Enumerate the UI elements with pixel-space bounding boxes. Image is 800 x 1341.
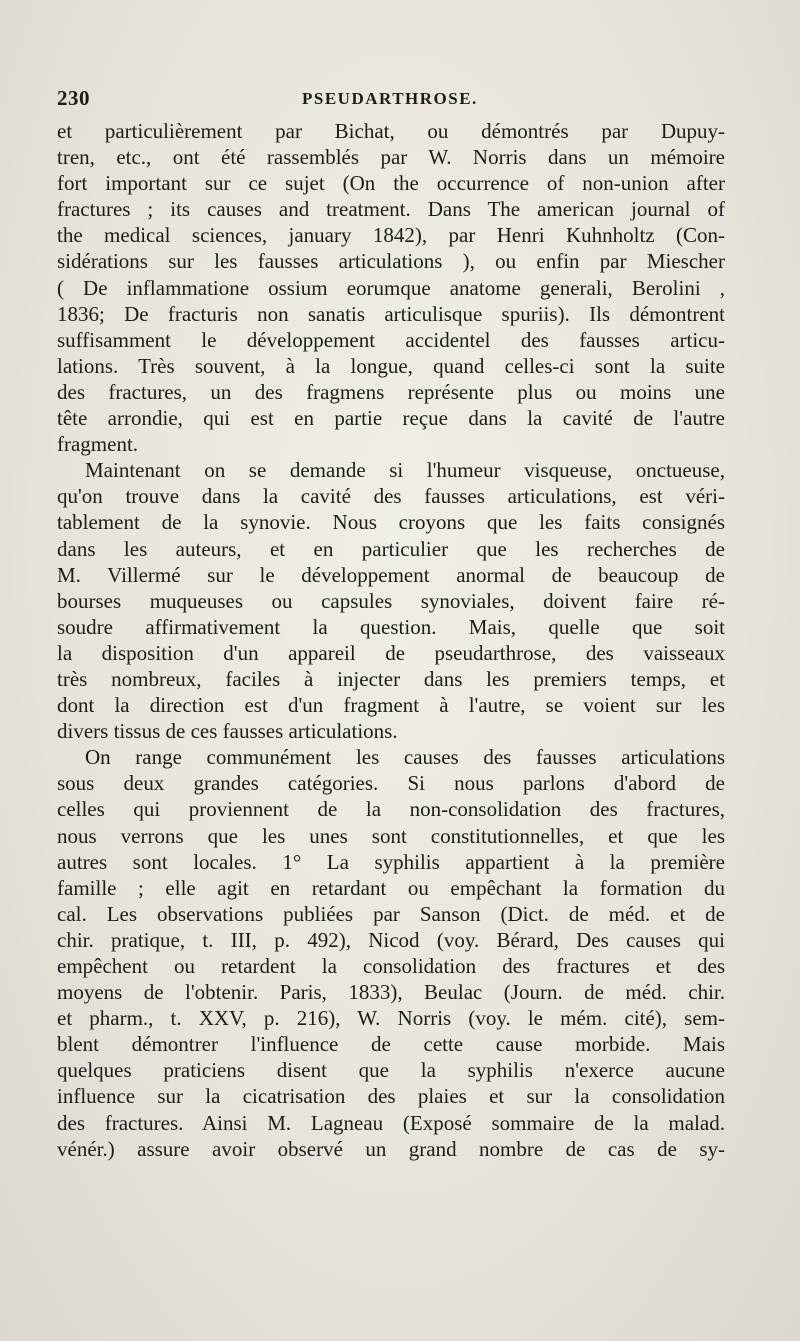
text-line: vénér.) assure avoir observé un grand nombre de cas de sy- bbox=[57, 1136, 725, 1161]
running-title: PSEUDARTHROSE. bbox=[302, 89, 478, 108]
text-line: Maintenant on se demande si l'humeur visqueuse, onctueuse, bbox=[85, 458, 725, 483]
running-head bbox=[57, 86, 725, 116]
text-line: soudre affirmativement la question. Mais, quelle que soit bbox=[57, 614, 725, 639]
text-line: des fractures, un des fragmens représente plus ou moins une bbox=[57, 379, 725, 404]
text-line: On range communément les causes des fausses articulations bbox=[85, 745, 725, 770]
text-line: divers tissus de ces fausses articulations. bbox=[57, 719, 398, 744]
text-line: qu'on trouve dans la cavité des fausses articulations, est véri- bbox=[57, 484, 725, 509]
text-line: tablement de la synovie. Nous croyons que les faits consignés bbox=[57, 510, 725, 535]
text-line: celles qui proviennent de la non-consolidation des fractures, bbox=[57, 797, 725, 822]
text-line: bourses muqueuses ou capsules synoviales, doivent faire ré- bbox=[57, 588, 725, 613]
text-line: the medical sciences, january 1842), par Henri Kuhnholtz (Con- bbox=[57, 223, 725, 248]
text-line: et particulièrement par Bichat, ou démontrés par Dupuy- bbox=[57, 119, 725, 143]
text-line: empêchent ou retardent la consolidation des fractures et des bbox=[57, 954, 725, 978]
text-line: tête arrondie, qui est en partie reçue dans la cavité de l'autre bbox=[57, 406, 725, 431]
text-line: sous deux grandes catégories. Si nous parlons d'abord de bbox=[57, 771, 725, 796]
text-line: dont la direction est d'un fragment à l'autre, se voient sur les bbox=[57, 693, 725, 718]
text-line: dans les auteurs, et en particulier que les recherches de bbox=[57, 536, 725, 561]
text-line: autres sont locales. 1° La syphilis appartient à la première bbox=[57, 849, 725, 874]
text-line: fort important sur ce sujet (On the occurrence of non-union after bbox=[57, 171, 725, 196]
text-line: fractures ; its causes and treatment. Dans The american journal of bbox=[57, 197, 725, 222]
text-line: la disposition d'un appareil de pseudarthrose, des vaisseaux bbox=[57, 640, 725, 665]
page-number: 230 bbox=[57, 86, 90, 110]
text-line: chir. pratique, t. III, p. 492), Nicod (voy. Bérard, Des causes qui bbox=[57, 927, 725, 952]
text-line: lations. Très souvent, à la longue, quand celles-ci sont la suite bbox=[57, 353, 725, 378]
text-line: blent démontrer l'influence de cette cause morbide. Mais bbox=[57, 1032, 725, 1057]
text-line: famille ; elle agit en retardant ou empêchant la formation du bbox=[57, 875, 725, 900]
text-line: fragment. bbox=[57, 432, 139, 457]
text-line: cal. Les observations publiées par Sanson (Dict. de méd. et de bbox=[57, 901, 725, 926]
text-line: influence sur la cicatrisation des plaies et sur la consolidation bbox=[57, 1084, 725, 1109]
text-line: très nombreux, faciles à injecter dans les premiers temps, et bbox=[57, 666, 725, 691]
text-line: M. Villermé sur le développement anormal de beaucoup de bbox=[57, 562, 725, 587]
text-line: moyens de l'obtenir. Paris, 1833), Beulac (Journ. de méd. chir. bbox=[57, 980, 725, 1005]
text-line: sidérations sur les fausses articulations ), ou enfin par Miescher bbox=[57, 249, 725, 274]
text-line: et pharm., t. XXV, p. 216), W. Norris (voy. le mém. cité), sem- bbox=[57, 1006, 725, 1031]
body-text bbox=[57, 118, 725, 1162]
text-line: quelques praticiens disent que la syphilis n'exerce aucune bbox=[57, 1058, 725, 1083]
text-line: ( De inflammatione ossium eorumque anatome generali, Berolini , bbox=[57, 275, 725, 300]
text-line: suffisamment le développement accidentel des fausses articu- bbox=[57, 327, 725, 352]
text-line: 1836; De fracturis non sanatis articulisque spuriis). Ils démontrent bbox=[57, 301, 725, 326]
text-line: des fractures. Ainsi M. Lagneau (Exposé sommaire de la malad. bbox=[57, 1110, 725, 1135]
text-line: tren, etc., ont été rassemblés par W. Norris dans un mémoire bbox=[57, 145, 725, 170]
text-line: nous verrons que les unes sont constitutionnelles, et que les bbox=[57, 823, 725, 848]
